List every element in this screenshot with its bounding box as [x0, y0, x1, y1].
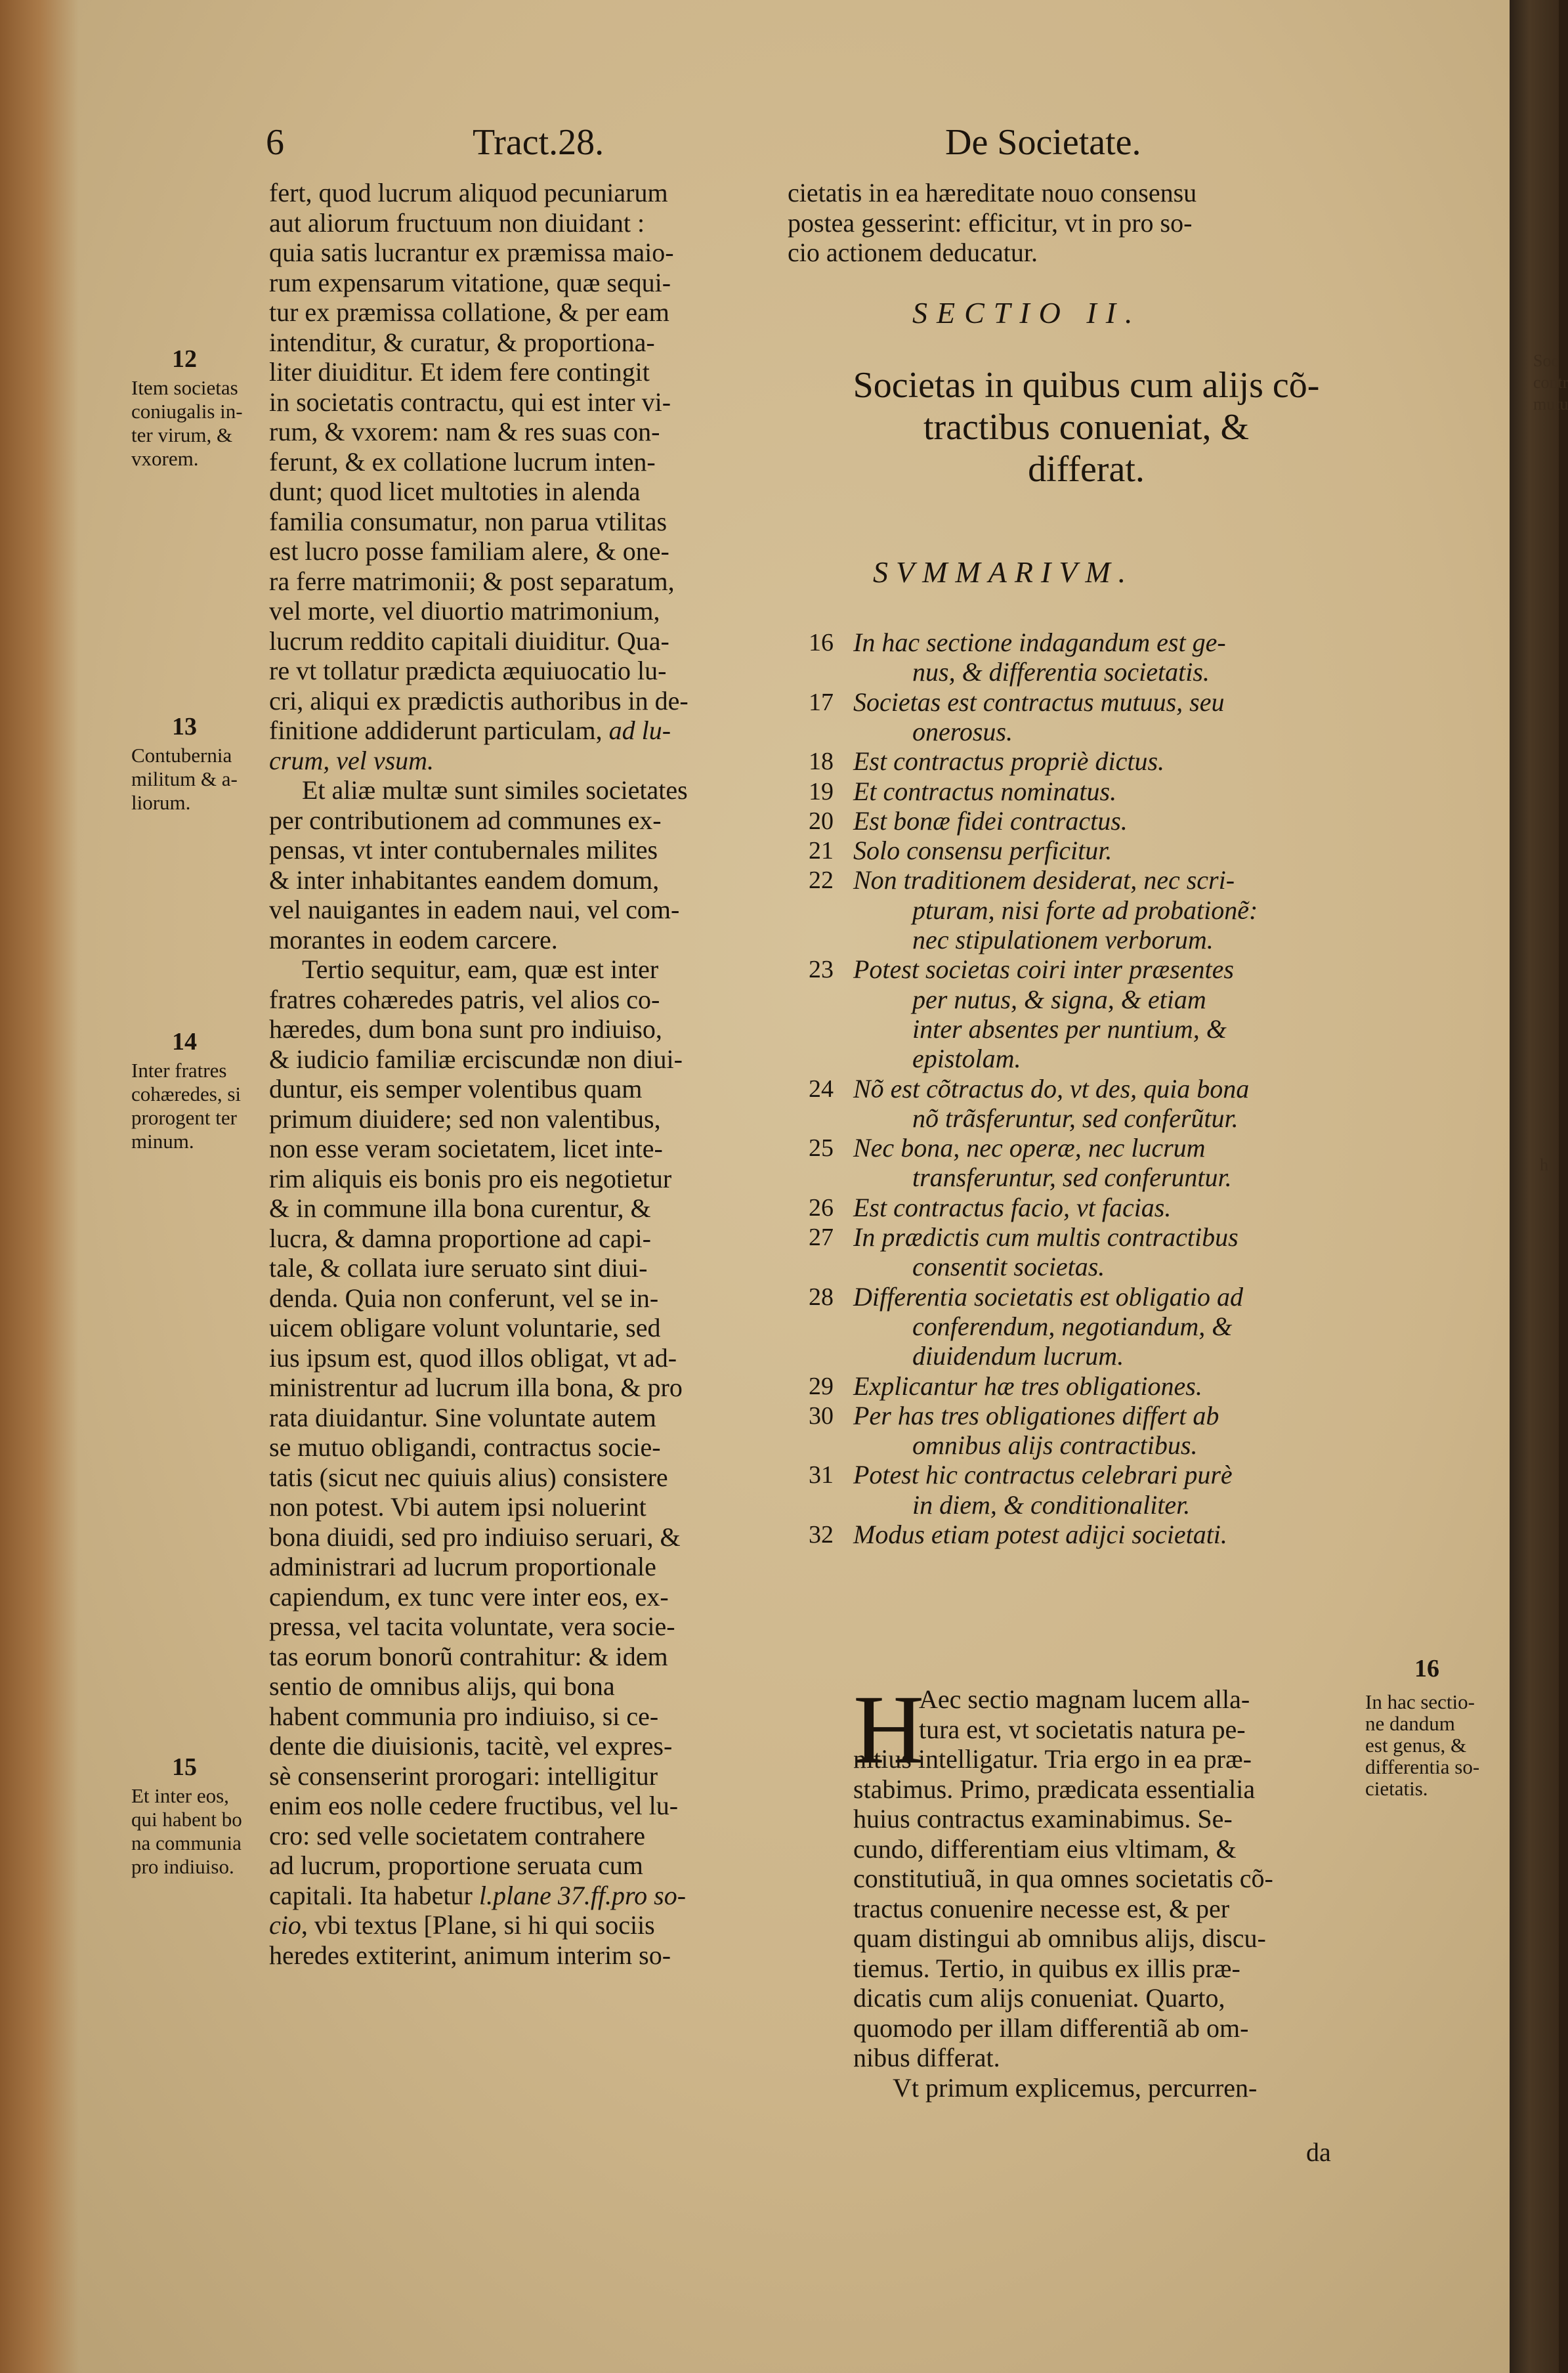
left-column-line: ministrentur ad lucrum illa bona, & pro [269, 1373, 683, 1402]
left-column-line: administrari ad lucrum proportionale [269, 1552, 656, 1581]
summary-item-line: Potest societas coiri inter præsentes [853, 954, 1234, 985]
margin-note-line: ter virum, & [131, 423, 233, 446]
left-column-line: per contributionem ad communes ex- [269, 805, 662, 835]
summary-item-line: per nutus, & signa, & etiam [912, 984, 1206, 1014]
left-column-line: pensas, vt inter contubernales milites [269, 835, 658, 865]
catchword: da [1306, 2137, 1331, 2167]
margin-note-line: na communia [131, 1831, 242, 1854]
left-column-line: heredes extiterint, animum interim so- [269, 1940, 671, 1970]
book-spine-shadow [0, 0, 79, 2373]
summary-item-line: Et contractus nominatus. [853, 776, 1117, 806]
right-margin-note-number: 16 [1414, 1655, 1439, 1682]
margin-note-line: minum. [131, 1130, 194, 1153]
summary-item-number: 28 [809, 1283, 834, 1311]
summary-item-line: inter absentes per nuntium, & [912, 1014, 1227, 1044]
left-column-line: tur ex præmissa collatione, & per eam [269, 297, 669, 327]
section-title-line: Societas in quibus cum alijs cõ- [853, 365, 1320, 406]
left-column-line: vel morte, vel diuortio matrimonium, [269, 596, 660, 626]
left-column-line: non esse veram societatem, licet inte- [269, 1134, 663, 1163]
right-body-line: dicatis cum alijs conueniat. Quarto, [853, 1983, 1225, 2013]
summary-item-line: omnibus alijs contractibus. [912, 1430, 1198, 1461]
drop-cap: H [853, 1675, 925, 1784]
summary-item-line: diuidendum lucrum. [912, 1341, 1124, 1371]
left-column-line: intenditur, & curatur, & proportiona- [269, 327, 655, 357]
left-column-line: tale, & collata iure seruato sint diui- [269, 1253, 648, 1283]
summary-item-line: consentit societas. [912, 1252, 1105, 1282]
summary-item-line: nec stipulationem verborum. [912, 925, 1214, 954]
right-body-line: Vt primum explicemus, percurren- [893, 2072, 1258, 2103]
left-column-line: lucra, & damna proportione ad capi- [269, 1223, 651, 1253]
left-column-line: finitione addiderunt particulam, ad lu- [269, 716, 671, 745]
edge-fragment: contr [1533, 373, 1568, 392]
right-body-line: stabimus. Primo, prædicata essentialia [853, 1774, 1256, 1804]
summary-item-line: Potest hic contractus celebrari purè [853, 1460, 1233, 1490]
right-top-line: postea gesserint: efficitur, vt in pro so- [788, 207, 1193, 238]
section-title-line: tractibus conueniat, & [923, 407, 1250, 448]
left-column-line: Et aliæ multæ sunt similes societates [302, 775, 688, 805]
left-column-line: familia consumatur, non parua vtilitas [269, 506, 667, 536]
left-column-line: ra ferre matrimonii; & post separatum, [269, 566, 675, 596]
summary-item-line: Non traditionem desiderat, nec scri- [853, 865, 1235, 895]
summary-item-line: pturam, nisi forte ad probationẽ: [912, 895, 1258, 925]
left-column-line: rata diuidantur. Sine voluntate autem [269, 1402, 656, 1432]
summary-label: SVMMARIVM. [873, 555, 1134, 589]
left-column-line: cro: sed velle societatem contrahere [269, 1820, 646, 1850]
margin-note-number: 14 [172, 1028, 197, 1056]
running-title-right: De Societate. [945, 122, 1141, 163]
left-column-line: cio, vbi textus [Plane, si hi qui sociis [269, 1910, 655, 1940]
right-margin-note-line: differentia so- [1365, 1755, 1480, 1778]
summary-item-line: Nec bona, nec operæ, nec lucrum [853, 1133, 1206, 1163]
edge-fragment: mutu [1533, 395, 1568, 414]
left-column-line: dente die diuisionis, tacitè, vel expres- [269, 1731, 673, 1761]
summary-item-line: Societas est contractus mutuus, seu [853, 687, 1225, 717]
summary-item-line: Differentia societatis est obligatio ad [853, 1281, 1244, 1312]
summary-item-number: 21 [809, 837, 834, 865]
summary-item-number: 17 [809, 688, 834, 716]
right-margin-note-line: In hac sectio- [1365, 1690, 1475, 1713]
section-title-line: differat. [1028, 449, 1145, 490]
right-body-line: nitius intelligatur. Tria ergo in ea præ- [853, 1744, 1252, 1774]
right-body-line: nibus differat. [853, 2043, 1000, 2072]
margin-note-line: Item societas [131, 376, 238, 399]
left-column-line: bona diuidi, sed pro indiuiso seruari, & [269, 1522, 681, 1552]
left-column-line: ad lucrum, proportione seruata cum [269, 1850, 643, 1880]
margin-note-line: liorum. [131, 791, 191, 814]
running-title-left: Tract.28. [473, 122, 604, 163]
summary-item-line: nõ trãsferuntur, sed conferũtur. [912, 1103, 1239, 1133]
margin-note-number: 15 [172, 1753, 197, 1781]
margin-note-number: 13 [172, 713, 197, 740]
right-margin-note-line: est genus, & [1365, 1734, 1467, 1757]
summary-item-line: transferuntur, sed conferuntur. [912, 1163, 1232, 1193]
edge-fragment: Soc [1533, 351, 1559, 370]
summary-item-number: 25 [809, 1134, 834, 1163]
left-column-line: rim aliquis eis bonis pro eis negotietur [269, 1163, 672, 1193]
summary-item-number: 20 [809, 807, 834, 835]
summary-item-line: Est contractus propriè dictus. [853, 746, 1165, 777]
margin-note-line: Et inter eos, [131, 1784, 229, 1807]
right-margin-note-line: ne dandum [1365, 1712, 1455, 1735]
right-body-line: huius contractus examinabimus. Se- [853, 1804, 1233, 1833]
margin-note-line: cohæredes, si [131, 1082, 242, 1105]
summary-item-line: Nõ est cõtractus do, vt des, quia bona [853, 1073, 1250, 1103]
left-column-line: aut aliorum fructuum non diuidant : [269, 207, 645, 238]
left-column-line: enim eos nolle cedere fructibus, vel lu- [269, 1791, 679, 1820]
left-column-line: pressa, vel tacita voluntate, vera socie- [269, 1612, 675, 1641]
summary-item-line: Est bonæ fidei contractus. [853, 805, 1128, 836]
left-column-line: in societatis contractu, qui est inter vi- [269, 387, 671, 417]
left-column-line: se mutuo obligandi, contractus socie- [269, 1432, 661, 1462]
left-column-line: duntur, eis semper volentibus quam [269, 1074, 643, 1103]
summary-item-line: Est contractus facio, vt facias. [853, 1192, 1172, 1222]
margin-note-line: pro indiuiso. [131, 1855, 234, 1878]
summary-item-line: In hac sectione indagandum est ge- [853, 628, 1226, 657]
right-top-line: cietatis in ea hæreditate nouo consensu [788, 178, 1197, 207]
left-column-line: rum expensarum vitatione, quæ sequi- [269, 267, 671, 297]
summary-item-number: 26 [809, 1193, 834, 1222]
summary-item-line: Solo consensu perficitur. [853, 836, 1112, 866]
summary-item-number: 31 [809, 1461, 834, 1489]
left-column-line: & iudicio familiæ erciscundæ non diui- [269, 1044, 683, 1074]
left-column-line: liter diuiditur. Et idem fere contingit [269, 357, 650, 387]
left-column-line: sentio de omnibus alijs, qui bona [269, 1671, 615, 1701]
left-column-line: Tertio sequitur, eam, quæ est inter [302, 954, 659, 984]
left-column-line: non potest. Vbi autem ipsi noluerint [269, 1492, 646, 1522]
edge-fragment: h [1540, 1155, 1548, 1174]
summary-item-line: onerosus. [912, 716, 1013, 746]
right-body-line: Aec sectio magnam lucem alla- [919, 1684, 1250, 1714]
left-column-line: denda. Quia non conferunt, vel se in- [269, 1283, 659, 1313]
section-label: SECTIO II. [912, 296, 1142, 330]
summary-item-number: 24 [809, 1075, 834, 1103]
left-column-line: uicem obligare volunt voluntarie, sed [269, 1313, 661, 1342]
margin-note-line: coniugalis in- [131, 400, 243, 423]
margin-note-line: prorogent ter [131, 1106, 237, 1129]
summary-item-line: Explicantur hæ tres obligationes. [853, 1371, 1202, 1401]
left-column-line: & in commune illa bona curentur, & [269, 1193, 651, 1223]
left-column-line: re vt tollatur prædicta æquiuocatio lu- [269, 656, 667, 685]
left-column-line: capiendum, ex tunc vere inter eos, ex- [269, 1581, 669, 1612]
left-column-line: rum, & vxorem: nam & res suas con- [269, 417, 660, 446]
summary-item-number: 32 [809, 1521, 834, 1549]
left-column-line: crum, vel vsum. [269, 745, 434, 775]
left-column-line: habent communia pro indiuiso, si ce- [269, 1701, 659, 1731]
margin-note-line: Inter fratres [131, 1059, 227, 1082]
summary-item-number: 18 [809, 748, 834, 776]
left-column-line: vel nauigantes in eadem naui, vel com- [269, 895, 680, 924]
margin-note-line: militum & a- [131, 767, 238, 790]
summary-item-number: 22 [809, 866, 834, 895]
left-column-line: dunt; quod licet multoties in alenda [269, 477, 641, 506]
left-column-line: hæredes, dum bona sunt pro indiuiso, [269, 1014, 662, 1044]
section-title [797, 364, 1375, 490]
left-column-line: tas eorum bonorũ contrahitur: & idem [269, 1641, 668, 1671]
left-column-line: ius ipsum est, quod illos obligat, vt ad- [269, 1342, 677, 1373]
left-column-line: quia satis lucrantur ex præmissa maio- [269, 238, 674, 267]
margin-note-line: Contubernia [131, 744, 232, 767]
left-column-line: & inter inhabitantes eandem domum, [269, 865, 660, 895]
left-column-line: cri, aliqui ex prædictis authoribus in de- [269, 685, 689, 716]
summary-item-line: In prædictis cum multis contractibus [853, 1222, 1239, 1252]
left-column-line: sè consenserint prorogari: intelligitur [269, 1761, 658, 1791]
right-top-line: cio actionem deducatur. [788, 238, 1038, 267]
right-body-line: tura est, vt societatis natura pe- [919, 1714, 1246, 1744]
summary-item-number: 16 [809, 629, 834, 656]
page-number: 6 [266, 122, 284, 163]
margin-note-number: 12 [172, 345, 197, 373]
right-body-line: tiemus. Tertio, in quibus ex illis præ- [853, 1953, 1240, 1983]
right-body-line: constitutiuã, in qua omnes societatis cõ- [853, 1864, 1273, 1893]
right-body-line: cundo, differentiam eius vltimam, & [853, 1833, 1237, 1864]
summary-item-number: 27 [809, 1224, 834, 1251]
summary-item-number: 30 [809, 1401, 834, 1430]
left-column-line: fert, quod lucrum aliquod pecuniarum [269, 178, 668, 207]
summary-item-line: Modus etiam potest adijci societati. [853, 1520, 1227, 1549]
summary-item-line: in diem, & conditionaliter. [912, 1489, 1191, 1520]
summary-item-line: nus, & differentia societatis. [912, 657, 1210, 687]
left-column-line: tatis (sicut nec quiuis alius) consistere [269, 1462, 668, 1492]
summary-item-number: 23 [809, 956, 834, 984]
summary-item-line: conferendum, negotiandum, & [912, 1311, 1233, 1341]
right-body-line: quam distingui ab omnibus alijs, discu- [853, 1923, 1266, 1953]
left-column-line: primum diuidere; sed non valentibus, [269, 1103, 661, 1134]
left-column-line: lucrum reddito capitali diuiditur. Qua- [269, 626, 669, 656]
summary-item-line: Per has tres obligationes differt ab [853, 1400, 1219, 1430]
summary-item-number: 19 [809, 777, 834, 805]
right-body-line: quomodo per illam differentiã ab om- [853, 2013, 1249, 2043]
right-margin-note-line: cietatis. [1365, 1777, 1428, 1800]
left-column-line: fratres cohæredes patris, vel alios co- [269, 984, 660, 1014]
summary-item-number: 29 [809, 1372, 834, 1400]
summary-item-line: epistolam. [912, 1044, 1021, 1074]
margin-note-line: qui habent bo [131, 1808, 242, 1831]
right-body-line: tractus conuenire necesse est, & per [853, 1893, 1230, 1923]
left-column-line: est lucro posse familiam alere, & one- [269, 536, 669, 566]
left-column-line: capitali. Ita habetur l.plane 37.ff.pro so- [269, 1880, 687, 1910]
left-column-line: ferunt, & ex collatione lucrum inten- [269, 446, 656, 477]
margin-note-line: vxorem. [131, 447, 199, 470]
left-column-line: morantes in eodem carcere. [269, 924, 558, 954]
